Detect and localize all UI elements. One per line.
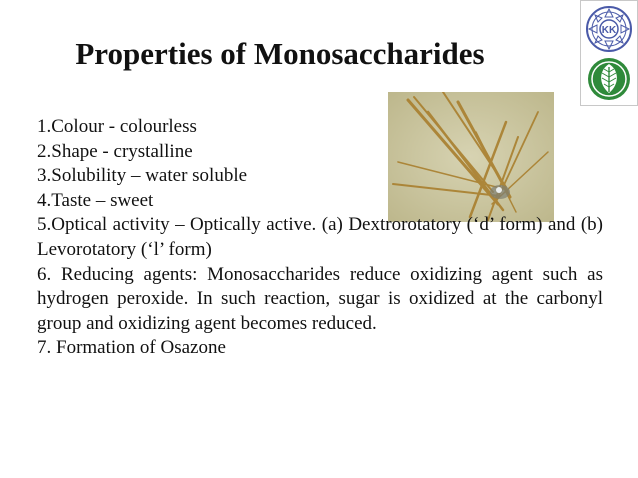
leaf-logo-icon (586, 56, 632, 102)
list-item: 1.Colour - colourless (37, 116, 197, 137)
list-item: 5.Optical activity – Optically active. (a) Dextrorotatory (‘d’ form) and (b) Levorotatory (‘l’ form) (37, 214, 603, 260)
emblem-lettering: KK (601, 25, 617, 36)
list-item: 7. Formation of Osazone (37, 337, 226, 359)
institution-emblem-icon (585, 5, 633, 53)
slide-title: Properties of Monosaccharides (75, 36, 485, 71)
list-item: 3.Solubility – water soluble (37, 165, 248, 187)
property-list (37, 115, 603, 361)
list-item: 4.Taste – sweet (37, 189, 154, 211)
list-item: 6. Reducing agents: Monosaccharides reduce oxidizing agent such as hydrogen peroxide. In such reaction, sugar is oxidized at the carbonyl group and oxidizing agent becomes reduced. (37, 263, 603, 334)
logo-panel (580, 0, 638, 106)
list-item: 2.Shape - crystalline (37, 140, 193, 162)
